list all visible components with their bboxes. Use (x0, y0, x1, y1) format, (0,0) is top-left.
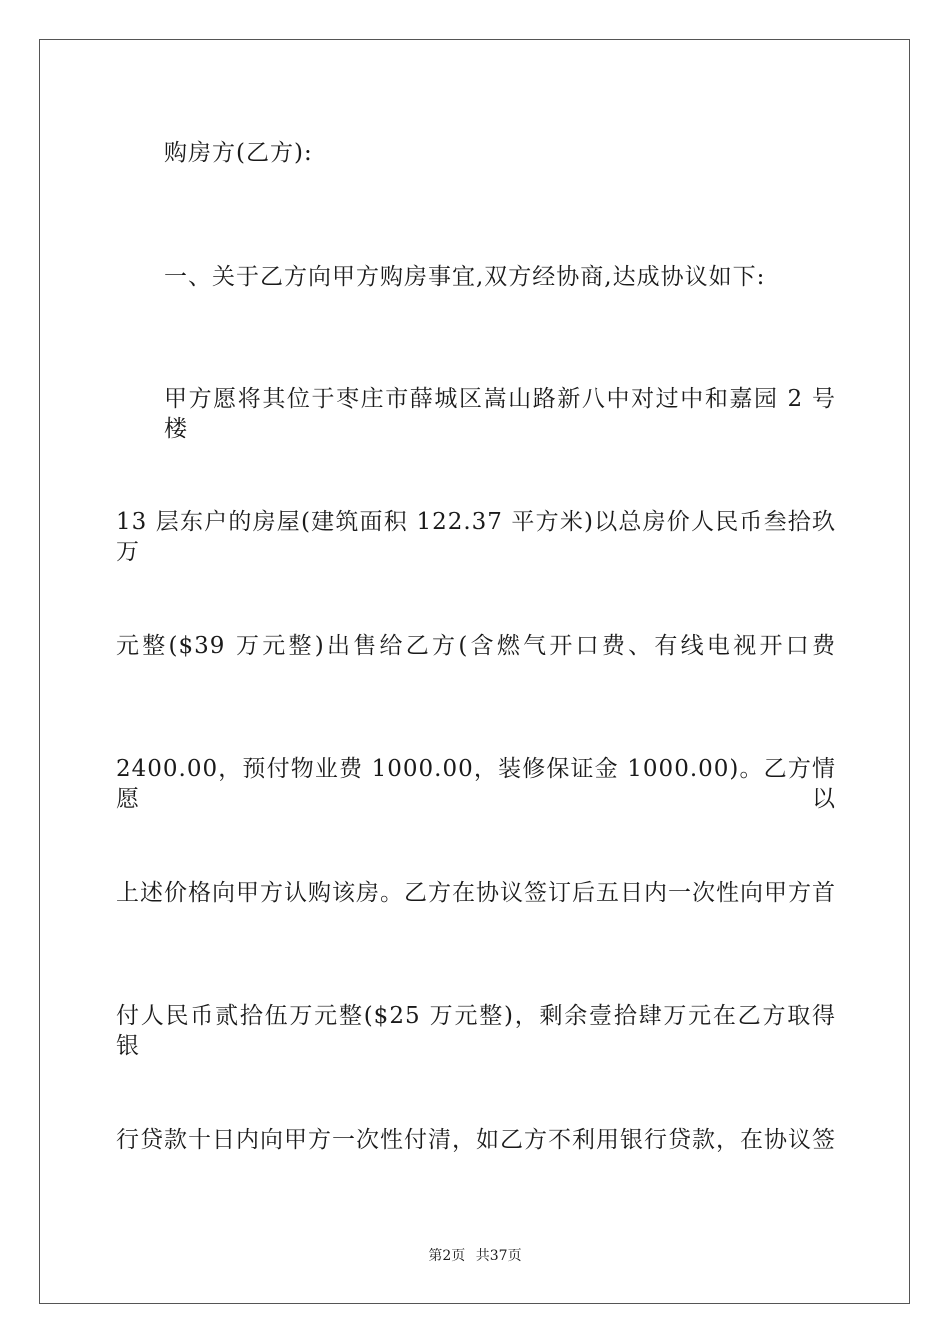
paragraph-line-1: 甲方愿将其位于枣庄市薛城区嵩山路新八中对过中和嘉园 2 号楼 (164, 386, 836, 442)
page-footer (0, 1247, 950, 1265)
page-border (39, 39, 910, 1304)
paragraph-line-2: 13 层东户的房屋(建筑面积 122.37 平方米)以总房价人民币叁拾玖万 (116, 509, 836, 565)
paragraph-line-7: 行贷款十日内向甲方一次性付清，如乙方不利用银行贷款，在协议签 (116, 1127, 836, 1153)
paragraph-line-6: 付人民币贰拾伍万元整($25 万元整)，剩余壹拾肆万元在乙方取得银 (116, 1003, 836, 1059)
clause-one-heading: 一、关于乙方向甲方购房事宜,双方经协商,达成协议如下: (164, 264, 766, 290)
paragraph-line-3: 元整($39 万元整)出售给乙方(含燃气开口费、有线电视开口费 (116, 633, 836, 659)
paragraph-line-5: 上述价格向甲方认购该房。乙方在协议签订后五日内一次性向甲方首 (116, 880, 836, 906)
total-pages: 共37页 (475, 1248, 522, 1264)
buyer-party-line: 购房方(乙方): (164, 140, 313, 166)
page-number: 第2页 (428, 1248, 466, 1264)
paragraph-line-4: 2400.00，预付物业费 1000.00，装修保证金 1000.00)。乙方情愿以 (116, 756, 836, 812)
